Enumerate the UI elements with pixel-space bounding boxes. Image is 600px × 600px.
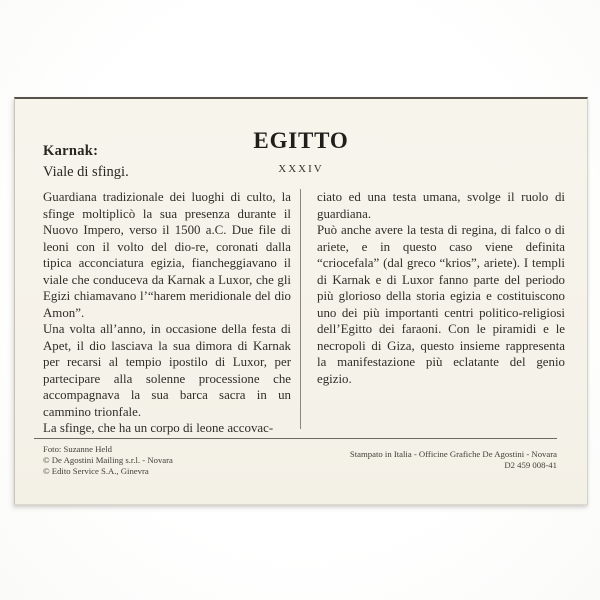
footer-row	[34, 444, 557, 477]
paragraph-una-volta: Una volta all’anno, in occasione della festa di Apet, il dio lasciava la sua dimora di Karnak per recarsi al tempio ipostilo di Luxor, per partecipare alla solenne processione che accompagnava la sua barca sacra in un cammino trionfale.	[43, 322, 291, 419]
paragraph-puo-anche: Può anche avere la testa di regina, di falco o di ariete, e in questo caso viene definita “criocefala” (dal greco “krios”, ariete). I templi di Karnak e di Luxor fanno parte del periodo più glorioso della storia egizia e costituiscono uno dei più importanti centri politico-religiosi dell’Egitto dei faraoni. Con le piramidi e le necropoli di Giza, questo insieme rappresenta la manifestazione più eclatante del genio egizio.	[317, 223, 565, 386]
print-code: D2 459 008-41	[504, 460, 557, 470]
photo-credits	[34, 444, 173, 477]
body-text	[43, 189, 565, 435]
column-divider	[300, 189, 301, 429]
series-title: EGITTO	[253, 128, 349, 153]
location-subtitle: Viale di sfingi.	[43, 164, 129, 180]
paragraph-ciato: ciato ed una testa umana, svolge il ruolo di guardiana.	[317, 190, 565, 221]
location-title: Karnak:	[43, 143, 99, 159]
printed-in: Stampato in Italia - Officine Grafiche De Agostini - Novara	[349, 449, 557, 459]
right-column	[317, 189, 565, 429]
credit-photo: Foto: Suzanne Held	[43, 444, 113, 454]
postcard-back	[14, 97, 588, 505]
credit-copyright-1: © De Agostini Mailing s.r.l. - Novara	[43, 455, 173, 465]
paragraph-guardiana: Guardiana tradizionale dei luoghi di culto, la sfinge moltiplicò la sua presenza durante il Nuovo Impero, verso il 1500 a.C. Due file di leoni con il volto del dio-re, coronati dalla tipica acconciatura egizia, fiancheggiavano il viale che conduceva da Karnak a Luxor, che gli Egizi chiamavano l’“harem meridionale del dio Amon”.	[43, 190, 291, 320]
left-column	[43, 189, 291, 435]
footer-rule	[34, 438, 557, 439]
paragraph-la-sfinge: La sfinge, che ha un corpo di leone accovac-	[43, 421, 274, 435]
footer	[34, 438, 557, 477]
title-block	[15, 128, 587, 175]
printing-info	[350, 444, 557, 477]
series-numeral: XXXIV	[278, 163, 324, 175]
credit-copyright-2: © Edito Service S.A., Ginevra	[43, 466, 149, 476]
